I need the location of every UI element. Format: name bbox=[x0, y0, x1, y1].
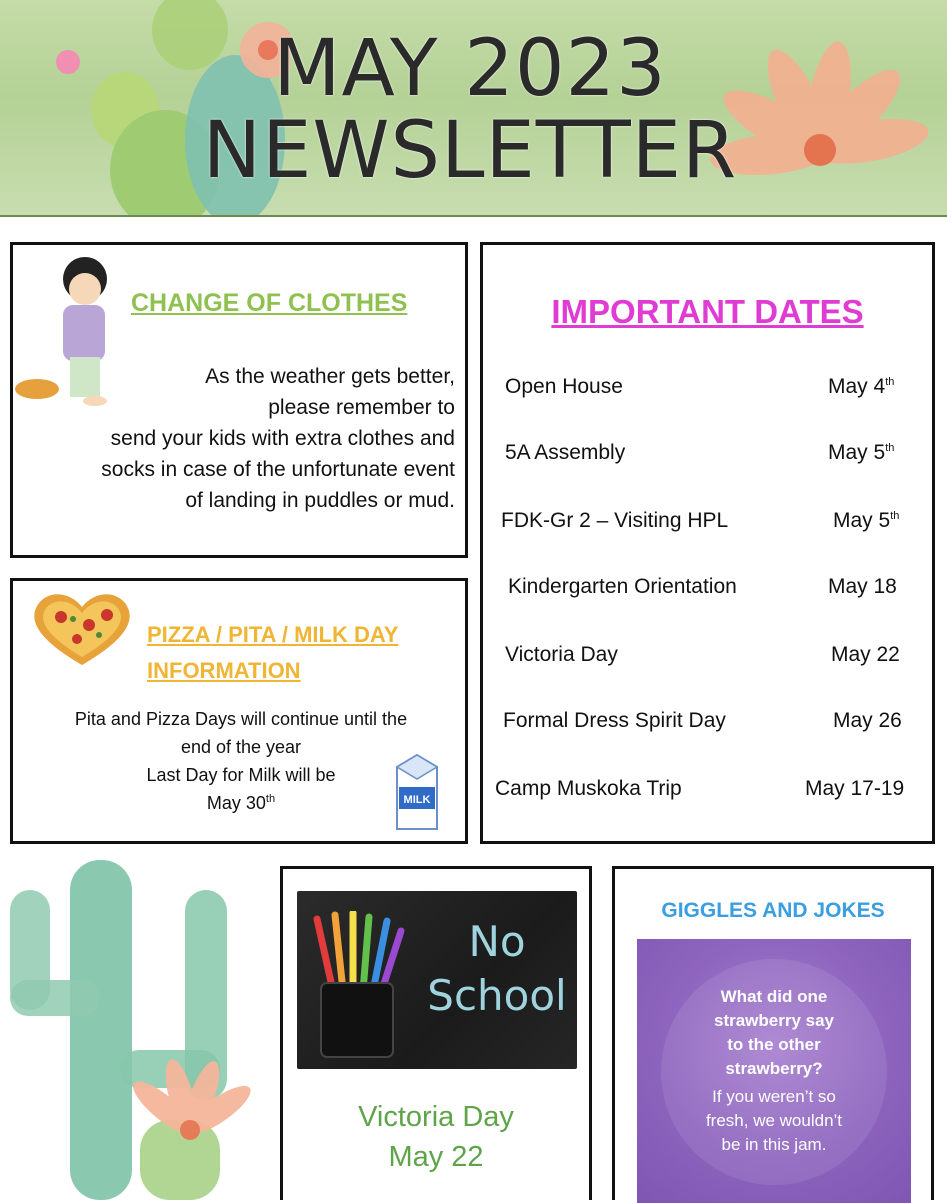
chalk-line-2: School bbox=[427, 971, 567, 1020]
clothes-line: of landing in puddles or mud. bbox=[185, 489, 455, 512]
milk-carton-icon bbox=[387, 753, 447, 831]
date-value: May 5 bbox=[828, 441, 886, 464]
event-date bbox=[828, 441, 894, 465]
giggles-and-jokes-box bbox=[612, 866, 934, 1200]
pencil-cup-icon bbox=[303, 911, 413, 1061]
event-date: May 17-19 bbox=[805, 777, 905, 800]
pizza-title bbox=[147, 617, 398, 689]
clothes-line: please remember to bbox=[268, 396, 455, 419]
clothes-title: CHANGE OF CLOTHES bbox=[131, 289, 408, 317]
pizza-title-line-1: PIZZA / PITA / MILK DAY bbox=[147, 622, 399, 647]
no-school-box bbox=[280, 866, 592, 1200]
ordinal-suffix: th bbox=[885, 376, 895, 388]
date-value: May 4 bbox=[828, 375, 886, 398]
event-name: 5A Assembly bbox=[505, 441, 626, 464]
event-date: May 26 bbox=[833, 709, 902, 732]
chalk-line-1: No bbox=[468, 917, 526, 966]
event-date: May 18 bbox=[828, 575, 897, 598]
event-date bbox=[828, 375, 894, 399]
chalkboard-image bbox=[297, 891, 577, 1069]
joke-question bbox=[637, 985, 911, 1081]
no-school-caption bbox=[283, 1097, 589, 1177]
event-name: Camp Muskoka Trip bbox=[495, 777, 682, 800]
pizza-pita-milk-box bbox=[10, 578, 468, 844]
giggles-title: GIGGLES AND JOKES bbox=[661, 899, 885, 922]
newsletter-title bbox=[180, 24, 760, 196]
milk-last-day: May 30 bbox=[206, 793, 266, 813]
pizza-line: end of the year bbox=[180, 737, 302, 757]
caption-line-1: Victoria Day bbox=[358, 1101, 514, 1133]
clothes-line: As the weather gets better, bbox=[205, 365, 455, 388]
important-dates-box bbox=[480, 242, 935, 844]
joke-answer bbox=[637, 1085, 911, 1157]
event-name: Formal Dress Spirit Day bbox=[503, 709, 726, 732]
date-row bbox=[483, 375, 932, 405]
date-row bbox=[483, 575, 932, 605]
change-of-clothes-box bbox=[10, 242, 468, 558]
chalkboard-text bbox=[417, 915, 577, 1023]
event-name: Victoria Day bbox=[505, 643, 618, 666]
joke-card bbox=[637, 939, 911, 1203]
ordinal-suffix: th bbox=[265, 793, 276, 805]
ordinal-suffix: th bbox=[890, 510, 900, 522]
header-banner bbox=[0, 0, 947, 217]
event-name: Kindergarten Orientation bbox=[508, 575, 737, 598]
date-row bbox=[483, 441, 932, 471]
milk-label: MILK bbox=[403, 794, 431, 806]
joke-answer-line: fresh, we wouldn’t bbox=[705, 1111, 843, 1130]
joke-question-line: to the other bbox=[727, 1035, 821, 1054]
date-row bbox=[483, 709, 932, 739]
cactus-illustration-bottom bbox=[0, 850, 275, 1200]
caption-line-2: May 22 bbox=[388, 1141, 484, 1173]
date-row bbox=[483, 643, 932, 673]
date-row bbox=[483, 509, 932, 539]
date-row bbox=[483, 777, 932, 807]
joke-question-line: What did one bbox=[720, 987, 828, 1006]
pizza-line: Pita and Pizza Days will continue until the bbox=[74, 709, 408, 729]
joke-question-line: strawberry say bbox=[713, 1011, 835, 1030]
date-value: May 5 bbox=[833, 509, 891, 532]
clothes-text bbox=[25, 361, 455, 516]
pizza-title-line-2: INFORMATION bbox=[147, 658, 301, 683]
event-date bbox=[833, 509, 899, 533]
event-date: May 22 bbox=[831, 643, 900, 666]
important-dates-title: IMPORTANT DATES bbox=[551, 293, 864, 330]
title-line-2: NEWSLETTER bbox=[202, 106, 738, 196]
joke-answer-line: be in this jam. bbox=[721, 1135, 827, 1154]
joke-answer-line: If you weren’t so bbox=[712, 1087, 836, 1106]
clothes-line: socks in case of the unfortunate event bbox=[101, 458, 455, 481]
title-line-1: MAY 2023 bbox=[273, 24, 667, 114]
clothes-line: send your kids with extra clothes and bbox=[110, 427, 455, 450]
event-name: Open House bbox=[505, 375, 623, 398]
heart-pizza-icon bbox=[27, 589, 137, 669]
event-name: FDK-Gr 2 – Visiting HPL bbox=[501, 509, 729, 532]
pizza-line: Last Day for Milk will be bbox=[146, 765, 336, 785]
ordinal-suffix: th bbox=[885, 442, 895, 454]
joke-question-line: strawberry? bbox=[725, 1059, 823, 1078]
